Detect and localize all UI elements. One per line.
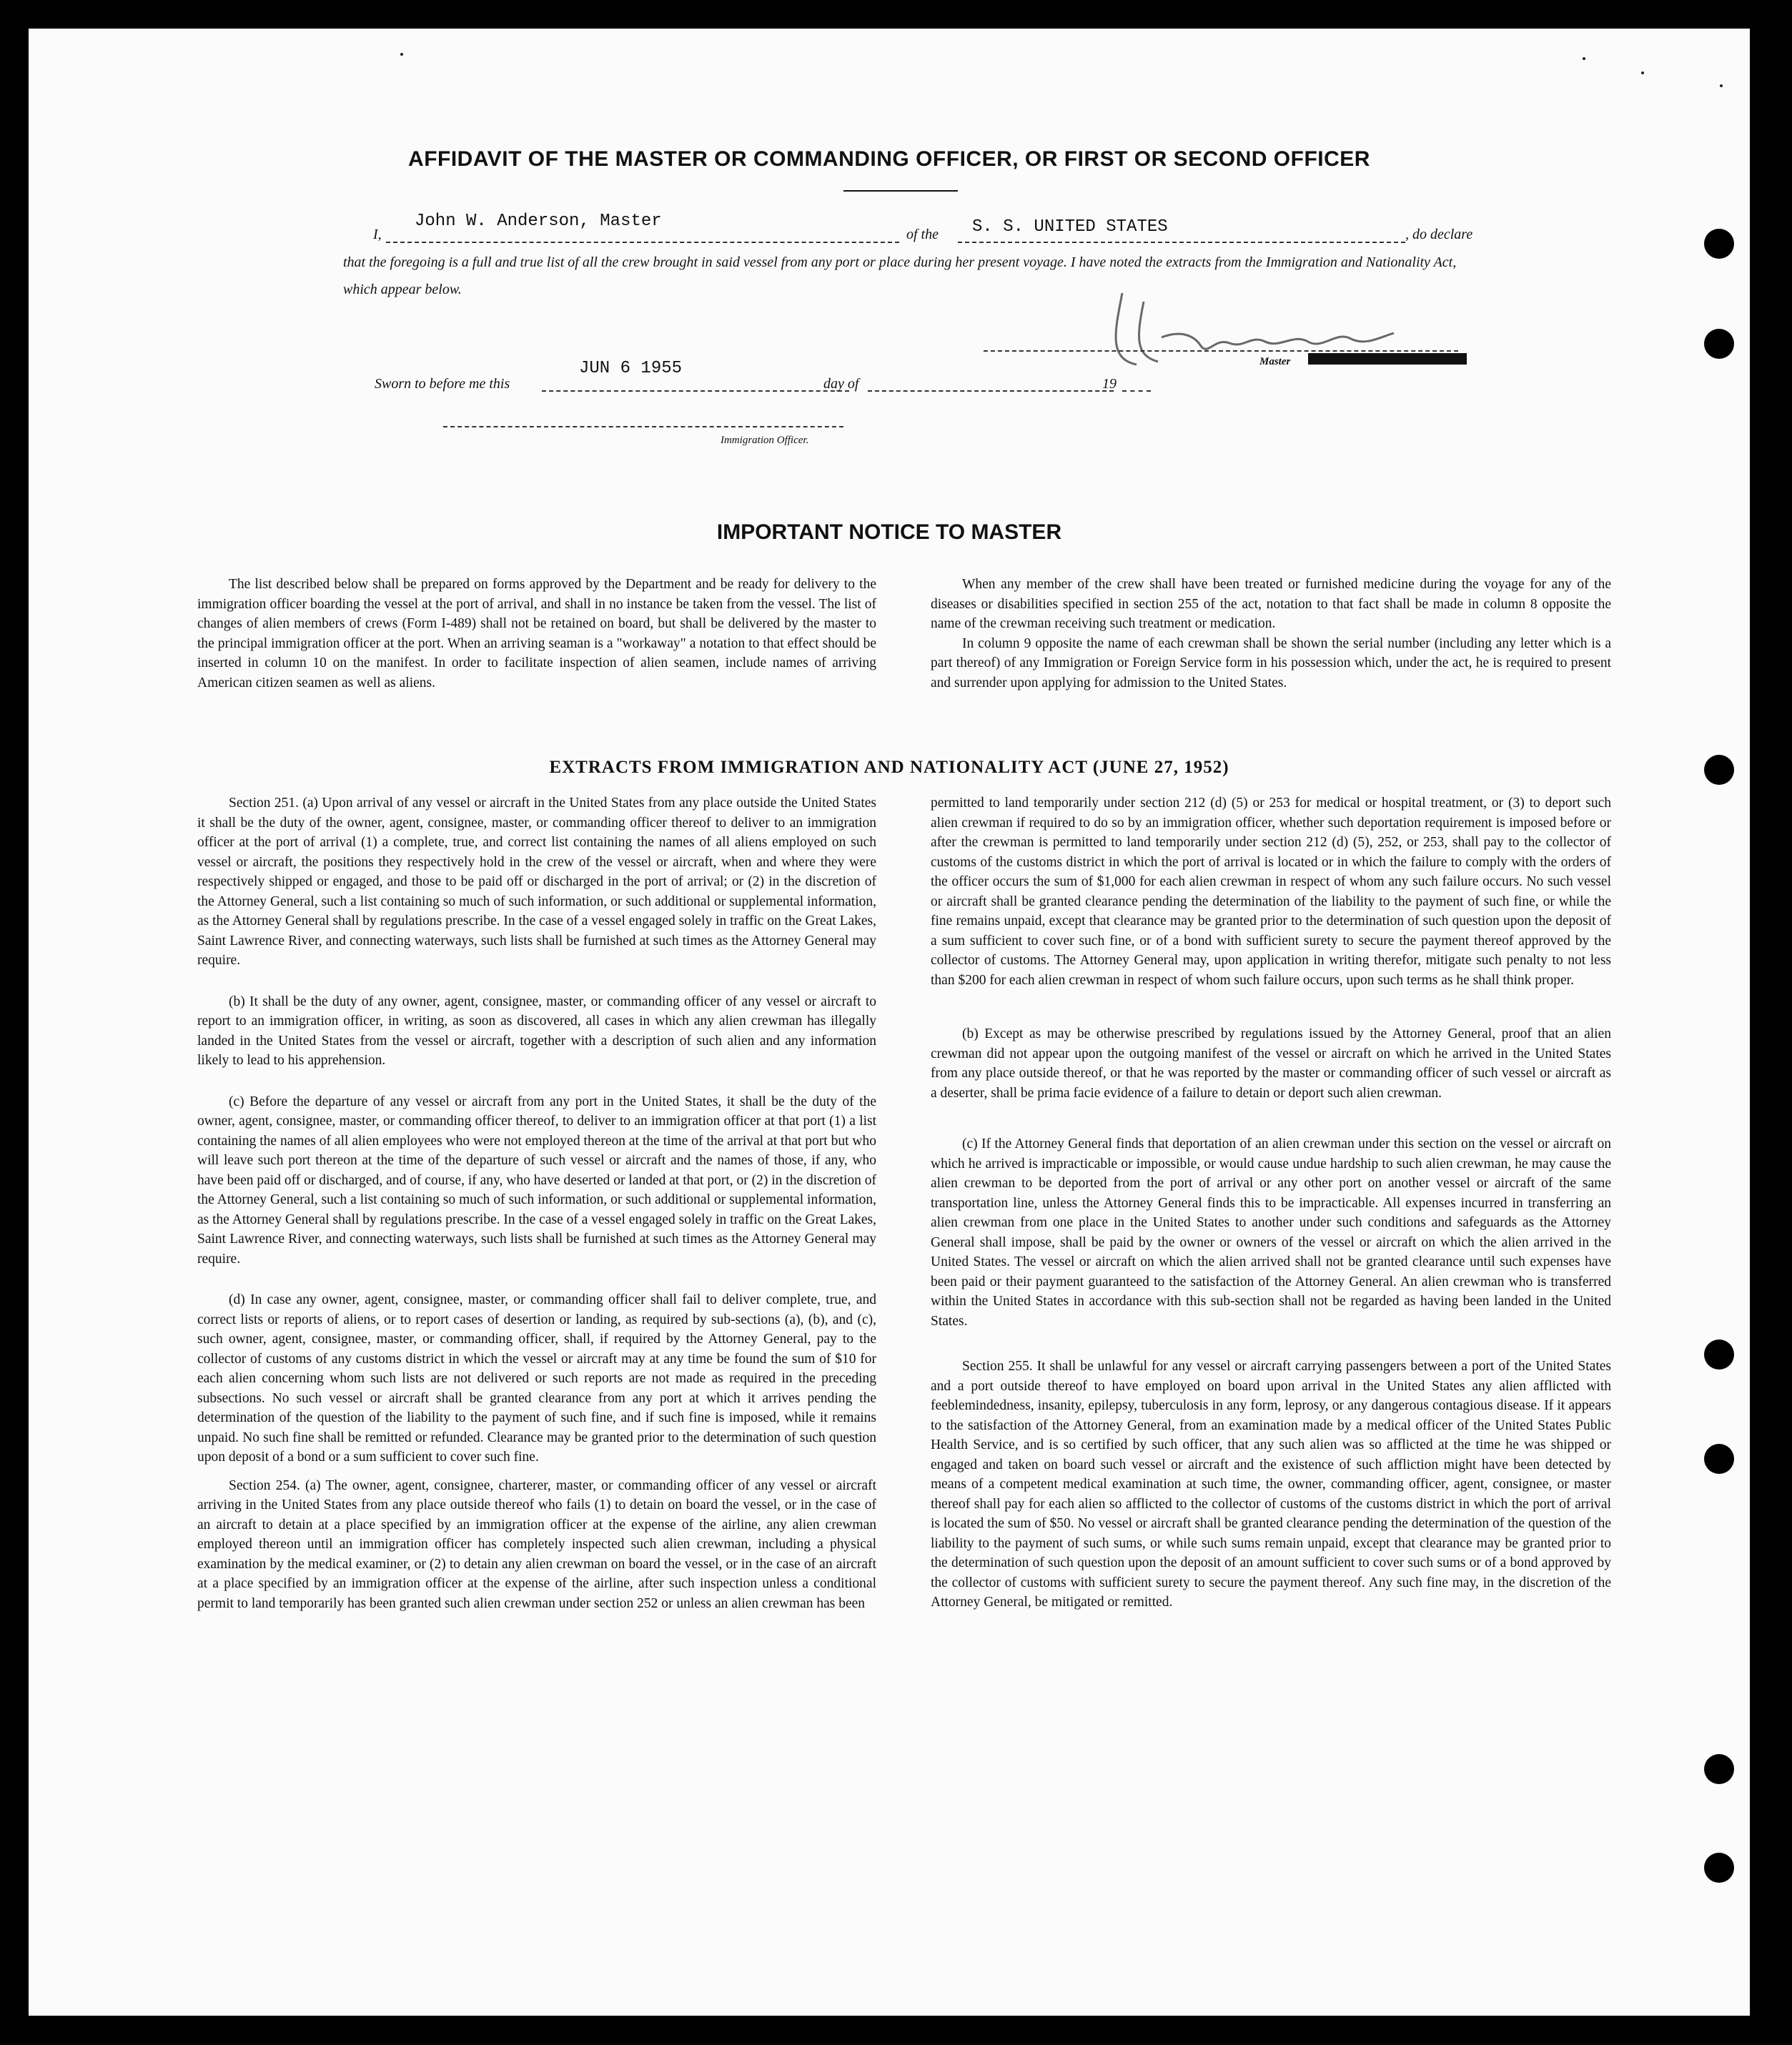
i-label: I, — [373, 227, 382, 242]
day-of-label: day of — [823, 376, 859, 392]
notice-paragraph: The list described below shall be prepared on forms approved by the Department and be ready for delivery to the immigration officer boarding the vessel at the port of arrival, and shall in no instance be taken from the vessel. The list of changes of alien members of crews (Form I-489) shall not be retained on board, but shall be delivered by the master to the principal immigration officer at the port. When an arriving seaman is a "workaway" a notation to that effect should be inserted in column 10 on the manifest. In order to facilitate inspection of alien seamen, include names of arriving American citizen seamen as well as aliens. — [197, 577, 876, 690]
punch-hole — [1704, 229, 1734, 259]
affidavit-title: AFFIDAVIT OF THE MASTER OR COMMANDING OFFICER, OR FIRST OR SECOND OFFICER — [408, 147, 1370, 171]
sworn-label: Sworn to before me this — [375, 376, 510, 392]
vessel-line — [958, 242, 1405, 243]
master-label: Master — [1259, 356, 1291, 367]
immigration-officer-label: Immigration Officer. — [721, 435, 809, 446]
sworn-date-line — [542, 390, 849, 392]
speck — [1641, 71, 1644, 74]
form-page — [29, 29, 1750, 2016]
extract-paragraph: (b) Except as may be otherwise prescribed by regulations issued by the Attorney General, proof that an alien crewman did not appear upon the outgoing manifest of the vessel or aircraft on which he arrived in the United States from any place outside thereof, or that he was reported by the master or commanding officer of such vessel or aircraft as a deserter, shall be prima facie evidence of a failure to detain or deport such alien crewman. — [931, 1026, 1611, 1101]
title-rule — [843, 190, 958, 192]
notice-paragraph: In column 9 opposite the name of each crewman shall be shown the serial number (including any letter which is a part thereof) of any Immigration or Foreign Service form in his possession which, under the act, he is required to present and surrender upon applying for admission to the United States. — [931, 635, 1611, 690]
year-label: 19 — [1102, 376, 1117, 392]
extract-paragraph: Section 254. (a) The owner, agent, consignee, charterer, master, or commanding officer of any vessel or aircraft arriving in the United States from any place outside thereof who fails (1) to detain on board the vessel, or in the case of an aircraft to detain at a place specified by an immigration officer at the expense of the airline, any alien crewman employed thereon until an immigration officer has completely inspected such alien crewman, including a physical examination by the medical examiner, or (2) to detain any alien crewman on board the vessel, or in the case of an aircraft at a place specified by an immigration officer at the expense of the airline, after such inspection unless a conditional permit to land temporarily has been granted such alien crewman under section 252 or unless an alien crewman has been — [197, 1477, 876, 1611]
speck — [400, 53, 403, 56]
master-signature — [1094, 287, 1408, 380]
punch-hole — [1704, 1340, 1734, 1370]
punch-hole — [1704, 1754, 1734, 1784]
extract-paragraph: (c) Before the departure of any vessel or aircraft from any port in the United States, it shall be the duty of the owner, agent, consignee, master, or commanding officer thereof, to deliver to an immigration officer at that port (1) a list containing the names of all alien employees who were not employed thereon at the time of the arrival at that port but who will leave such port thereon at the time of the departure of such vessel or aircraft and the names of those, if any, who have been paid off or discharged, and of course, if any, who have deserted or landed at that port, or (2) in the discretion of the Attorney General, such a list containing so much of such information, or such additional or supplemental information, as the Attorney General shall by regulations prescribe. In the case of a vessel engaged solely in traffic on the Great Lakes, Saint Lawrence River, and connecting waterways, such lists shall be furnished at such times as the Attorney General may require. — [197, 1094, 876, 1267]
vessel-value: S. S. UNITED STATES — [972, 217, 1168, 237]
extracts-left-column — [197, 793, 876, 1622]
punch-hole — [1704, 329, 1734, 359]
of-the-label: of the — [906, 227, 939, 242]
sworn-date-value: JUN 6 1955 — [579, 359, 683, 378]
notice-left-column — [197, 575, 876, 701]
speck — [1583, 57, 1585, 60]
month-line — [868, 390, 1114, 392]
speck — [1720, 84, 1723, 87]
do-declare-label: , do declare — [1405, 227, 1473, 242]
punch-hole — [1704, 1444, 1734, 1474]
extract-paragraph: (d) In case any owner, agent, consignee, master, or commanding officer shall fail to deliver complete, true, and correct lists or reports of aliens, or to report cases of desertion or landing, as required by sub-sections (a), (b), and (c), such owner, agent, consignee, master, or commanding officer, shall, if required by the Attorney General, pay to the collector of customs of any customs district in which the vessel or aircraft may at any time be found the sum of $10 for each alien concerning whom such lists are not delivered or such reports are not made as required in the preceding subsections. No such vessel or aircraft shall be granted clearance from any port at which it arrives pending the determination of the question of the liability to the payment of such fine, and if such fine is imposed, while it remains unpaid. No such fine shall be remitted or refunded. Clearance may be granted prior to the determination of such question upon deposit of a bond or a sum sufficient to cover such fine. — [197, 1292, 876, 1465]
declaration-text: that the foregoing is a full and true list of all the crew brought in said vessel from any port or place during her present voyage. I have noted the extracts from the Immigration and Nationality Act, which appear below. — [343, 254, 1457, 297]
redaction-bar — [1308, 353, 1467, 365]
signature-line — [984, 350, 1458, 352]
extract-paragraph: Section 255. It shall be unlawful for any vessel or aircraft carrying passengers between a port of the United States and a port outside thereof to have employed on board upon arrival in the United States any alien afflicted with feeblemindedness, insanity, epilepsy, tuberculosis in any form, leprosy, or any dangerous contagious disease. If it appears to the satisfaction of the Attorney General, from an examination made by a medical officer of the United States Public Health Service, and is so certified by such officer, that any such alien was so afflicted at the time he was shipped or engaged and taken on board such vessel or aircraft and the existence of such affliction might have been detected by means of a competent medical examination at such time, the owner, commanding officer, agent, consignee, or master thereof shall pay for each alien so afflicted to the collector of customs of the customs district in which the port of arrival is located the sum of $50. No vessel or aircraft shall be granted clearance pending the determination of the question of the liability to the payment of such sums, or while such sums remain unpaid, except that clearance may be granted prior to the determination of such question upon the deposit of an amount sufficient to cover such sums or of a bond approved by the collector of customs with sufficient surety to secure the payment thereof. Any such fine may, in the discretion of the Attorney General, be mitigated or remitted. — [931, 1359, 1611, 1610]
notice-right-column — [931, 575, 1611, 701]
year-line — [1122, 390, 1151, 392]
officer-line — [443, 426, 843, 427]
extract-paragraph: permitted to land temporarily under section 212 (d) (5) or 253 for medical or hospital treatment, or (3) to deport such alien crewman if required to do so by an immigration officer, whether such deportation requirement is imposed before or after the crewman is permitted to land temporarily under section 212 (d) (5), 252, or 253, shall pay to the collector of customs of the customs district in which the port of arrival is located or in which the failure to comply with the orders of the officer occurs the sum of $1,000 for each alien crewman in respect of whom any such failure occurs. No such vessel or aircraft shall be granted clearance pending the determination of the liability to the payment of such fine, or while the fine remains unpaid, except that clearance may be granted prior to the determination of such question upon the deposit of a sum sufficient to cover such fine, or of a bond with sufficient surety to secure the payment thereof approved by the collector of customs. The Attorney General may, upon application in writing therefor, mitigate such penalty to not less than $200 for each alien crewman in respect of whom such failure occurs, upon such terms as he shall think proper. — [931, 796, 1611, 988]
notice-paragraph: When any member of the crew shall have been treated or furnished medicine during the voyage for any of the diseases or disabilities specified in section 255 of the act, notation to that fact shall be made in column 8 opposite the name of the crewman receiving such treatment or medication. — [931, 577, 1611, 631]
punch-hole — [1704, 1853, 1734, 1883]
name-line — [386, 242, 899, 243]
extracts-right-column — [931, 793, 1611, 1621]
extracts-title: EXTRACTS FROM IMMIGRATION AND NATIONALITY ACT (JUNE 27, 1952) — [549, 758, 1229, 777]
extract-paragraph: (c) If the Attorney General finds that deportation of an alien crewman under this section on the vessel or aircraft on which he arrived is impracticable or impossible, or would cause undue hardship to such alien crewman, he may cause the alien crewman to be deported from the port of arrival or any other port on another vessel or aircraft of the same transportation line, unless the Attorney General finds this to be impracticable. All expenses incurred in transferring an alien crewman from one place in the United States to another under such conditions and safeguards as the Attorney General shall impose, shall be paid by the owner or owners of the vessel or aircraft on which the alien arrived in the United States. The vessel or aircraft on which the alien arrived shall not be granted clearance until such expenses have been paid or their payment guaranteed to the satisfaction of the Attorney General. An alien crewman who is transferred within the United States in accordance with this sub-section shall not be regarded as having been landed in the United States. — [931, 1137, 1611, 1329]
master-name-value: John W. Anderson, Master — [415, 212, 662, 231]
notice-title: IMPORTANT NOTICE TO MASTER — [716, 520, 1062, 544]
extract-paragraph: Section 251. (a) Upon arrival of any vessel or aircraft in the United States from any place outside the United States it shall be the duty of the owner, agent, consignee, master, or commanding officer thereof to deliver to an immigration officer at the port of arrival (1) a complete, true, and correct list containing the names of all aliens employed on such vessel or aircraft, the positions they respectively hold in the crew of the vessel or aircraft, when and where they were respectively shipped or engaged, and those to be paid off or discharged in the port of arrival; or (2) in the discretion of the Attorney General, such a list containing so much of such information, or such additional or supplemental information, as the Attorney General shall by regulations prescribe. In the case of a vessel engaged solely in traffic on the Great Lakes, Saint Lawrence River, and connecting waterways, such lists shall be furnished at such times as the Attorney General may require. — [197, 796, 876, 968]
extract-paragraph: (b) It shall be the duty of any owner, agent, consignee, master, or commanding officer of any vessel or aircraft to report to an immigration officer, in writing, as soon as discovered, all cases in which any alien crewman has illegally landed in the United States from the vessel or aircraft, together with a description of such alien and any information likely to lead to his apprehension. — [197, 994, 876, 1068]
